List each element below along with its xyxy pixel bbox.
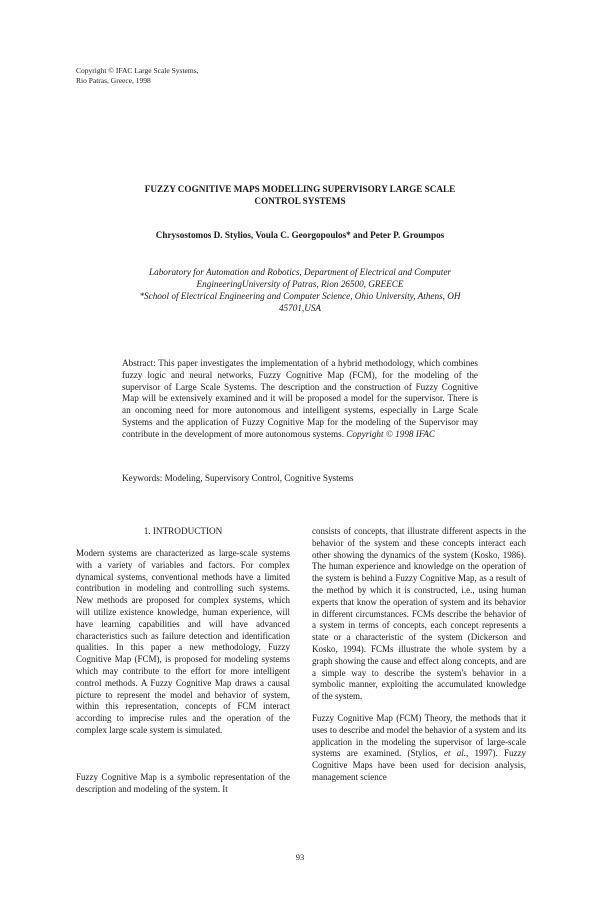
right-column-paragraph-1 (312, 526, 526, 703)
left-column-paragraph-1 (76, 548, 290, 737)
paragraph-text: consists of concepts, that illustrate different aspects in the behavior of the system and these concepts interact each other showing the dynamics of the system (Kosko, 1986). The human experience and knowledge on the operation of the system is behind a Fuzzy Cognitive Map, as a result of the method by which it is constructed, i.e., using human experts that know the operation of system and its behavior in different circumstances. FCMs describe the behavior of a system in terms of concepts, each concept represents a state or a characteristic of the system (Dickerson and Kosko, 1994). FCMs illustrate the whole system by a graph showing the cause and effect along concepts, and are a simple way to describe the system's behavior in a symbolic manner, exploiting the accumulated knowledge of the system. (312, 526, 526, 702)
abstract-copyright: Copyright © 1998 IFAC (346, 428, 436, 439)
affiliations (118, 266, 482, 314)
affiliation-line-1: Laboratory for Automation and Robotics, Department of Electrical and Computer (149, 267, 451, 277)
left-column-paragraph-2 (76, 772, 290, 796)
author-list: Chrysostomos D. Stylios, Voula C. Georgopoulos* and Peter P. Groumpos (155, 230, 445, 240)
right-column-paragraph-2 (312, 713, 526, 784)
page-number: 93 (295, 852, 305, 862)
copyright-line-2: Rio Patras, Greece, 1998 (76, 76, 151, 85)
affiliation-line-3: *School of Electrical Engineering and Computer Science, Ohio University, Athens, OH (139, 291, 461, 301)
paragraph-text (312, 713, 526, 784)
affiliation-line-2: EngineeringUniversity of Patras, Rion 26500, GREECE (196, 279, 404, 289)
title-line-1: FUZZY COGNITIVE MAPS MODELLING SUPERVISORY LARGE SCALE (144, 184, 456, 194)
abstract-text: Abstract: This paper investigates the implementation of a hybrid methodology, which combines fuzzy logic and neural networks, Fuzzy Cognitive Map (FCM), for the modeling of the supervisor of Large Scale Systems. The description and the construction of Fuzzy Cognitive Map will be extensively examined and it will be proposed a model for the supervisor. There is an oncoming need for more autonomous and intelligent systems, especially in Large Scale Systems and the application of Fuzzy Cognitive Map for the modeling of the Supervisor may contribute in the development of more autonomous systems. (122, 358, 478, 439)
section-heading: 1. INTRODUCTION (143, 526, 223, 536)
abstract (122, 358, 478, 441)
citation-et-al: et al. (444, 748, 466, 759)
title-line-2: CONTROL SYSTEMS (254, 196, 346, 206)
paragraph-part: Fuzzy Cognitive Map (FCM) Theory, the methods that it uses to describe and model the behavior of a system and its application in the modeling the supervisor of large-scale systems are examined. (Stylios, (312, 713, 526, 759)
copyright-line-1: Copyright © IFAC Large Scale Systems, (76, 66, 199, 75)
paragraph-text: Modern systems are characterized as large-scale systems with a variety of variables and factors. For complex dynamical systems, conventional methods have a limited contribution in modeling and controlling such systems. New methods are proposed for complex systems, which will utilize existence knowledge, human experience, will have learning capabilities and will have advanced characteristics such as failure detection and identification qualities. In this paper a new methodology, Fuzzy Cognitive Map (FCM), is proposed for modeling systems which may contribute to the effort for more intelligent control methods. A Fuzzy Cognitive Map draws a causal picture to represent the model and behavior of system, within this representation, concepts of FCM interact according to imprecise rules and the operation of the complex large scale system is simulated. (76, 548, 290, 735)
affiliation-line-4: 45701,USA (278, 303, 322, 313)
keywords: Keywords: Modeling, Supervisory Control, Cognitive Systems (122, 473, 354, 483)
paper-title (80, 183, 520, 207)
copyright-notice (76, 66, 199, 86)
paragraph-text: Fuzzy Cognitive Map is a symbolic representation of the description and modeling of the system. It (76, 772, 290, 794)
paragraph-part: , 1997). Fuzzy Cognitive Maps have been used for decision analysis, management science (312, 748, 526, 782)
